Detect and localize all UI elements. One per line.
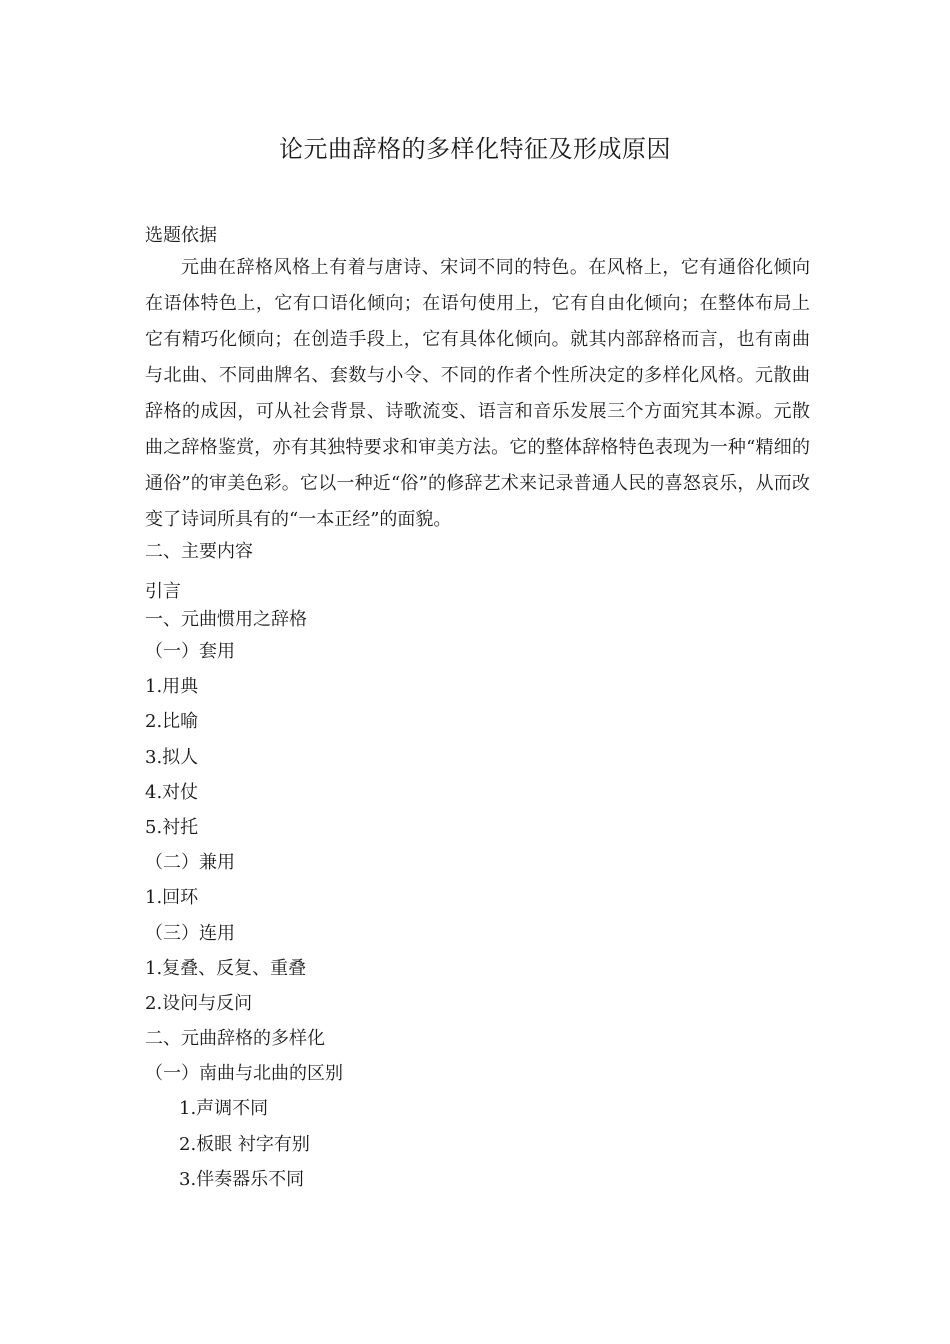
- outline-item: 2.比喻: [145, 711, 199, 733]
- outline-item: 二、元曲辞格的多样化: [145, 1028, 325, 1050]
- outline-item: （一）套用: [145, 641, 235, 662]
- outline-item-introduction: 引言: [145, 581, 181, 602]
- outline-item: 2.板眼 衬字有别: [179, 1133, 310, 1155]
- outline-item: （一）南曲与北曲的区别: [145, 1063, 343, 1085]
- document-body: [145, 222, 810, 1197]
- outline-item: 1.声调不同: [179, 1098, 269, 1120]
- outline-item: 一、元曲惯用之辞格: [145, 609, 307, 630]
- outline-item: 1.回环: [145, 887, 199, 909]
- outline-item: 2.设问与反问: [145, 992, 253, 1014]
- section-heading-basis: 选题依据: [145, 225, 217, 246]
- outline-item: 4.对仗: [145, 781, 199, 803]
- outline-list: [145, 578, 810, 1197]
- outline-item: （二）兼用: [145, 852, 235, 874]
- outline-item: （三）连用: [145, 922, 235, 944]
- section-heading-main-content: 二、主要内容: [145, 541, 253, 562]
- document-title: 论元曲辞格的多样化特征及形成原因: [279, 135, 671, 163]
- outline-item: 1.复叠、反复、重叠: [145, 957, 307, 979]
- outline-item: 1.用典: [145, 676, 199, 698]
- basis-paragraph: 元曲在辞格风格上有着与唐诗、宋词不同的特色。在风格上，它有通俗化倾向在语体特色上，它有口语化倾向；在语句使用上，它有自由化倾向；在整体布局上它有精巧化倾向；在创造手段上，它有具体化倾向。就其内部辞格而言，也有南曲与北曲、不同曲牌名、套数与小令、不同的作者个性所决定的多样化风格。元散曲辞格的成因，可从社会背景、诗歌流变、语言和音乐发展三个方面究其本源。元散曲之辞格鉴赏，亦有其独特要求和审美方法。它的整体辞格特色表现为一种“精细的通俗”的审美色彩。它以一种近“俗”的修辞艺术来记录普通人民的喜怒哀乐，从而改变了诗词所具有的“一本正经”的面貌。: [145, 257, 810, 530]
- outline-item: 5.衬托: [145, 816, 199, 838]
- outline-item: 3.拟人: [145, 746, 199, 768]
- outline-item: 3.伴奏器乐不同: [179, 1168, 305, 1190]
